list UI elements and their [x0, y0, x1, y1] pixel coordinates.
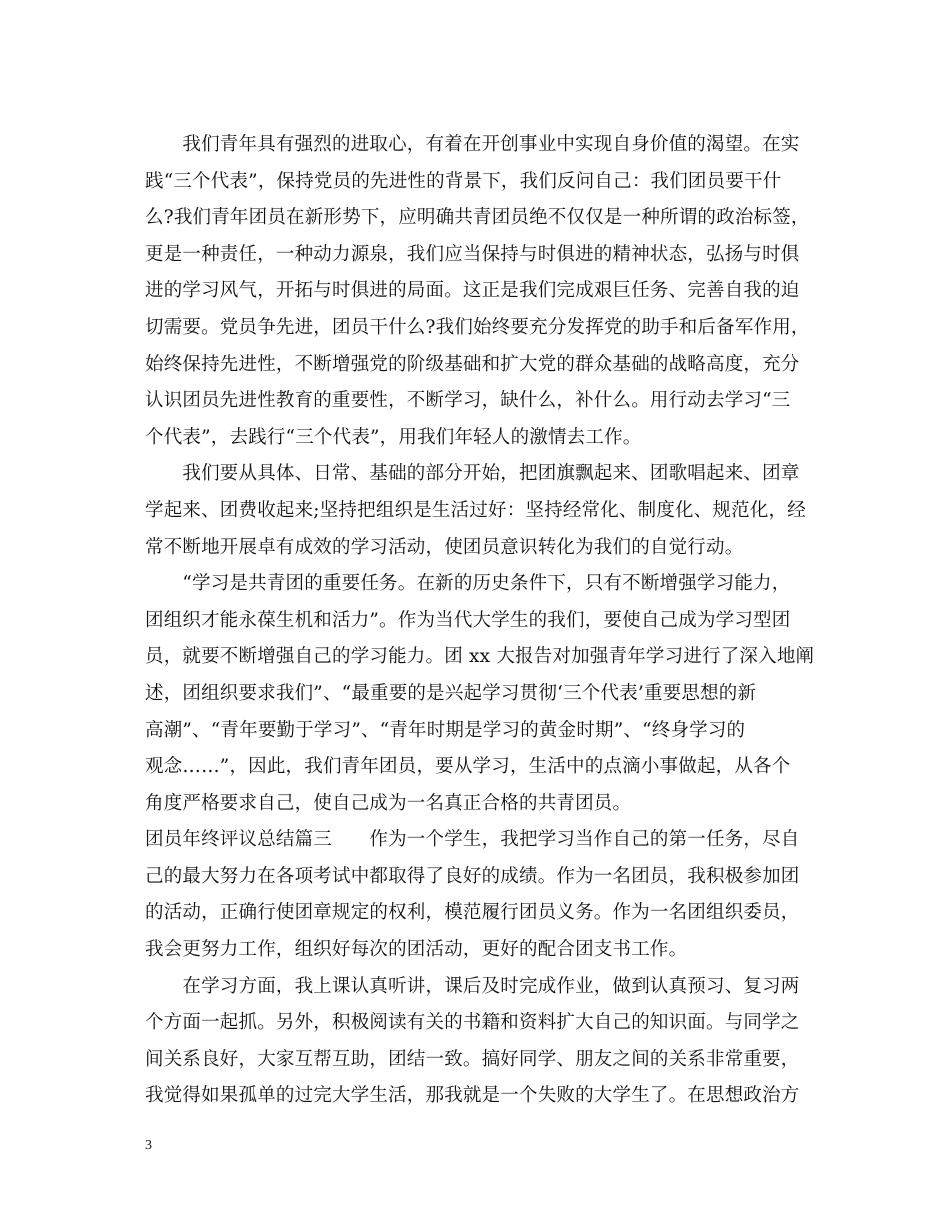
text-line: 观念……”，因此，我们青年团员，要从学习，生活中的点滴小事做起，从各个: [145, 756, 791, 778]
text-line: 述，团组织要求我们”、“最重要的是兴起学习贯彻‘三个代表’重要思想的新: [145, 682, 757, 704]
text-line: 始终保持先进性，不断增强党的阶级基础和扩大党的群众基础的战略高度，充分: [145, 353, 800, 375]
text-line: 进的学习风气，开拓与时俱进的局面。这正是我们完成艰巨任务、完善自我的迫: [145, 280, 800, 302]
text-line: 在学习方面，我上课认真听讲，课后及时完成作业，做到认真预习、复习两: [145, 975, 800, 997]
text-line: 角度严格要求自己，使自己成为一名真正合格的共青团员。: [145, 792, 632, 814]
text-line: “学习是共青团的重要任务。在新的历史条件下，只有不断增强学习能力，: [145, 573, 791, 595]
text-line: 更是一种责任，一种动力源泉，我们应当保持与时俱进的精神状态，弘扬与时俱: [145, 243, 800, 265]
text-line: 己的最大努力在各项考试中都取得了良好的成绩。作为一名团员，我积极参加团: [145, 865, 800, 887]
text-line: 团组织才能永葆生机和活力”。作为当代大学生的我们，要使自己成为学习型团: [145, 609, 791, 631]
page-number: 3: [145, 1138, 152, 1153]
text-line: 我们要从具体、日常、基础的部分开始，把团旗飘起来、团歌唱起来、团章: [145, 463, 800, 485]
text-line: 我会更努力工作，组织好每次的团活动，更好的配合团支书工作。: [145, 939, 688, 961]
text-line: 认识团员先进性教育的重要性，不断学习，缺什么，补什么。用行动去学习“三: [145, 390, 791, 412]
text-line: 我们青年具有强烈的进取心，有着在开创事业中实现自身价值的渴望。在实: [145, 134, 800, 155]
text-line: 员，就要不断增强自己的学习能力。团 xx 大报告对加强青年学习进行了深入地阐: [145, 646, 815, 668]
text-line: 高潮”、“青年要勤于学习”、“青年时期是学习的黄金时期”、“终身学习的: [145, 719, 746, 741]
document-body: [145, 127, 815, 1115]
text-line: 么?我们青年团员在新形势下，应明确共青团员绝不仅仅是一种所谓的政治标签，: [145, 207, 810, 229]
text-line: 我觉得如果孤单的过完大学生活，那我就是一个失败的大学生了。在思想政治方: [145, 1085, 800, 1107]
text-line: 学起来、团费收起来;坚持把组织是生活过好：坚持经常化、制度化、规范化，经: [145, 499, 806, 521]
section-heading-line: 团员年终评议总结篇三 作为一个学生，我把学习当作自己的第一任务，尽自: [145, 829, 800, 851]
text-line: 间关系良好，大家互帮互助，团结一致。搞好同学、朋友之间的关系非常重要，: [145, 1048, 800, 1070]
text-line: 切需要。党员争先进，团员干什么?我们始终要充分发挥党的助手和后备军作用，: [145, 316, 810, 338]
text-line: 的活动，正确行使团章规定的权利，模范履行团员义务。作为一名团组织委员，: [145, 902, 800, 924]
text-line: 个代表”，去践行“三个代表”，用我们年轻人的激情去工作。: [145, 426, 642, 448]
text-line: 践“三个代表”，保持党员的先进性的背景下，我们反问自己：我们团员要干什: [145, 170, 782, 192]
text-line: 个方面一起抓。另外，积极阅读有关的书籍和资料扩大自己的知识面。与同学之: [145, 1012, 800, 1034]
text-line: 常不断地开展卓有成效的学习活动，使团员意识转化为我们的自觉行动。: [145, 536, 744, 558]
